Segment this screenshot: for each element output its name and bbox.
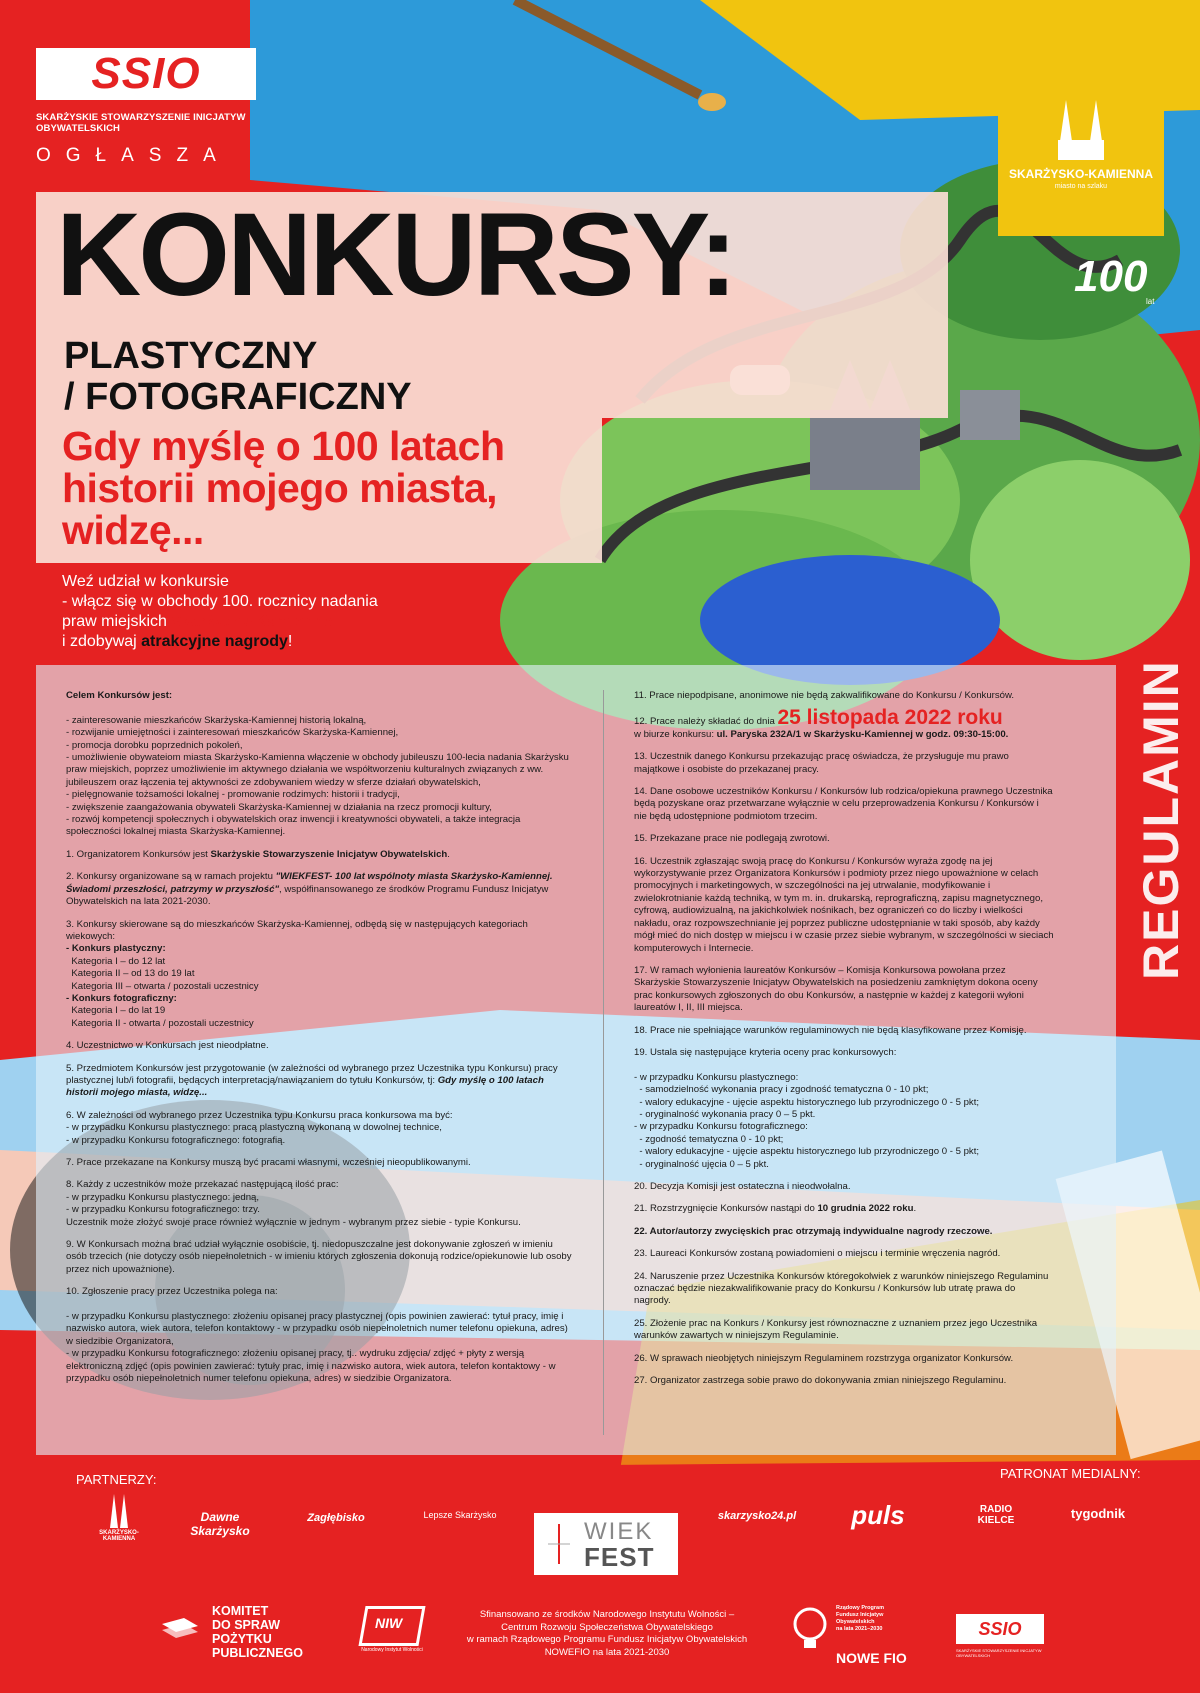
regulation-left-column [66, 690, 576, 1396]
building [810, 410, 920, 490]
goals-title: Celem Konkursów jest: [66, 690, 173, 701]
partners-label: PARTNERZY: [76, 1472, 157, 1487]
wiekfest-top: WIEK [584, 1518, 654, 1545]
ssio-footer-sub: SKARŻYSKIE STOWARZYSZENIE INICJATYW OBYWATELSKICH [956, 1648, 1042, 1658]
goal-item: - pielęgnowanie tożsamości lokalnej - promowanie rodzimych: historii i tradycji, [66, 789, 400, 801]
regulation-right-column [634, 690, 1054, 1397]
rule-7: 7. Prace przekazane na Konkursy muszą być pracami własnymi, wcześniej nieopublikowanymi. [66, 1157, 471, 1168]
rule-15: 15. Przekazane prace nie podlegają zwrotowi. [634, 833, 830, 845]
slogan-line-2: historii mojego miasta, [62, 465, 498, 511]
intro-line: Weź udział w konkursie [62, 573, 229, 590]
rule-25: 25. Złożenie prac na Konkurs / Konkursy jest równoznaczne z uznaniem przez jego Uczestnika warunków zawartych w niniejszym Regulaminie. [634, 1317, 1038, 1342]
city-logo-name: SKARŻYSKO-KAMIENNA [1009, 167, 1153, 181]
intro-line: praw miejskich Skarżysku-Kamiennej [62, 613, 337, 630]
goal-item: - rozwój kompetencji społecznych i obywatelskich oraz inwencji i kreatywności obywateli, a także integracja społeczności lokalnej miasta Skarżyska-Kamiennej. [66, 814, 521, 838]
wiekfest-bottom: FEST [584, 1542, 655, 1572]
goal-item: - promocja dorobku poprzednich pokoleń, [66, 739, 243, 751]
ssio-logo [36, 48, 256, 100]
hill [970, 460, 1190, 660]
partner-logo-lepsze: Lepsze Skarżysko [423, 1510, 497, 1520]
komitet-flag-icon [160, 1616, 200, 1640]
city-logo [998, 40, 1164, 236]
goal-item: - zainteresowanie mieszkańców Skarżyska-Kamiennej historią lokalną, [66, 714, 367, 726]
regulamin-label: REGULAMIN [1133, 659, 1189, 980]
komitet-logo: KOMITET DO SPRAW POŻYTKU PUBLICZNEGO [212, 1604, 303, 1660]
rule-11: 11. Prace niepodpisane, anonimowe nie będą zakwalifikowane do Konkursu / Konkursów. [634, 690, 1015, 701]
rule-10: 10. Zgłoszenie pracy przez Uczestnika polega na: - w przypadku Konkursu plastycznego: złożeniu opisanej pracy plastycznej (opis powinien zawierać: tytuł pracy, imię i nazwisko autora, wiek autora, telefon kontaktowy - w przypadku osób niepełnoletnich numer telefonu opiekuna, adres) w siedzibie Organizatora, - w przypadku Konkursu fotograficznego: złożeniu opisanej pracy, tj.. wydruku zdjęcia/ zdjęć + płyty z wersją elektroniczną zdjęć (opis powinien zawierać: tytuły prac, imię i nazwisko autora, wiek autora, telefon kontaktowy - w przypadku osób niepełnoletnich numer telefonu opiekuna, adres) w siedzibie Organizatora. [66, 1286, 568, 1385]
rule-24: 24. Naruszenie przez Uczestnika Konkursów któregokolwiek z warunków niniejszego Regulaminu oznaczać będzie niezakwalifikowanie pracy do Konkursu / Konkursów lub utratę prawa do nagrody. [634, 1270, 1049, 1307]
rule-4: 4. Uczestnictwo w Konkursach jest nieodpłatne. [66, 1040, 269, 1052]
rule-21: 21. Rozstrzygnięcie Konkursów nastąpi do 10 grudnia 2022 roku. [634, 1203, 917, 1215]
goal-item: - zwiększenie zaangażowania obywateli Skarżyska-Kamiennej w działania na rzecz promocji kultury, [66, 801, 492, 813]
title-line-2: / FOTOGRAFICZNY [64, 376, 412, 418]
city-church-icon [104, 1490, 134, 1528]
nowefio-label: NOWE FIO [836, 1650, 907, 1666]
media-logo-radio-kielce: RADIO KIELCE [977, 1504, 1015, 1526]
media-logo-tygodnik: tygodnik [1070, 1506, 1126, 1521]
rule-18: 18. Prace nie spełniające warunków regulaminowych nie będą klasyfikowane przez Komisję. [634, 1024, 1027, 1036]
deadline-date: 25 listopada 2022 roku [777, 706, 1003, 730]
goal-item: - umożliwienie obywateiom miasta Skarżysko-Kamienna włączenie w obchody jubileuszu 100-lecia nadania Skarżysku praw miejskich, poprzez umożliwienie im aktywnego działania we współtworzeniu kulturalnych związanych z ww. jubileuszem oraz łączenia tej aktywności ze zdobywaniem wiedzy w sferze działań obywatelskich, [66, 752, 569, 788]
ssio-logo-text: SSIO [91, 49, 201, 98]
rule-20: 20. Decyzja Komisji jest ostateczna i nieodwołalna. [634, 1181, 851, 1192]
slogan-line-3: widzę... [62, 507, 204, 553]
anniversary-number: 100 [1074, 252, 1148, 301]
rule-6: 6. W zależności od wybranego przez Uczestnika typu Konkursu praca konkursowa ma być: - w przypadku Konkursu plastycznego: pracą plastyczną wykonaną w dowolnej technice, - w przypadku Konkursu fotograficznego: fotografią. [66, 1109, 453, 1146]
media-logo-skarzysko24: skarzysko24.pl [717, 1510, 797, 1522]
rule-3: 3. Konkursy skierowane są do mieszkańców Skarżyska-Kamiennej, odbędą się w następujących kategoriach wiekowych: - Konkurs plastyczny: Kategoria I – do 12 lat Kategoria II – od 13 do 19 lat Kategoria III – otwarta / pozostali uczestnicy - Konkurs fotograficzny: Kategoria I – do lat 19 Kategoria II - otwarta / pozostali uczestnicy [66, 918, 528, 1029]
title-line-1: PLASTYCZNY [64, 335, 318, 377]
funding-info: Sfinansowano ze środków Narodowego Instytutu Wolności – Centrum Rozwoju Społeczeństwa Obywatelskiego w ramach Rządowego Programu Fundusz Inicjatyw Obywatelskich NOWEFIO na lata 2021-2030 [466, 1609, 748, 1658]
city-logo-tagline: miasto na szlaku [1054, 183, 1108, 190]
ssio-footer-logo: SSIO [956, 1614, 1044, 1644]
goal-item: - rozwijanie umiejętności i zainteresowań mieszkańców Skarżyska-Kamiennej, [66, 727, 399, 739]
intro-line: - włącz się w obchody 100. rocznicy nadania [62, 593, 378, 610]
anniversary-suffix: lat [1146, 297, 1155, 306]
brush-tip [698, 93, 726, 111]
wiekfest-mark-icon [544, 1520, 574, 1568]
rule-9: 9. W Konkursach można brać udział wyłącznie osobiście, tj. niedopuszczalne jest dokonywanie zgłoszeń w imieniu osób trzecich (nie dotyczy osób niepełnoletnich - w imieniu których zgłoszenia dokonują rodzice/opiekunowie lub osoby przez nich upoważnione). [66, 1239, 572, 1275]
rule-26: 26. W sprawach nieobjętych niniejszym Regulaminem rozstrzyga organizator Konkursów. [634, 1352, 1014, 1364]
media-label: PATRONAT MEDIALNY: [1000, 1466, 1141, 1481]
building [960, 390, 1020, 440]
partner-logo-dawne: Dawne Skarżysko [190, 1510, 250, 1538]
rule-12: 12. Prace należy składać do dnia 25 listopada 2022 roku w biurze konkursu: ul. Paryska 232A/1 w Skarżysku-Kamiennej w godz. 09:30-15:00. [634, 706, 1009, 740]
rule-5: 5. Przedmiotem Konkursów jest przygotowanie (w zależności od wybranego przez Uczestnika typu Konkursu) pracy plastycznej lub/i fotografii, będących interpretacją/nawiązaniem do tytułu Konkursów, tj: Gdy myślę o 100 latach historii mojego miasta, widzę... [66, 1062, 558, 1099]
org-name: SKARŻYSKIE STOWARZYSZENIE INICJATYW OBYWATELSKICH [36, 112, 246, 134]
niw-logo: NIW [375, 1615, 403, 1631]
rule-19: 19. Ustala się następujące kryteria oceny prac konkursowych: - w przypadku Konkursu plastycznego: - samodzielność wykonania pracy i zgodność tematyczna 0 - 10 pkt; - walory edukacyjne - ujęcie aspektu historycznego lub przyrodniczego 0 - 5 pkt; - oryginalność wykonania pracy 0 – 5 pkt. - w przypadku Konkursu fotograficznego: - zgodność tematyczna 0 - 10 pkt; - walory edukacyjne - ujęcie aspektu historycznego lub przyrodniczego 0 - 5 pkt; - oryginalność ujęcia 0 – 5 pkt. [634, 1046, 980, 1170]
niw-sub: Narodowy Instytut Wolności [361, 1647, 423, 1653]
media-logo-puls: puls [851, 1500, 905, 1530]
rule-8: 8. Każdy z uczestników może przekazać następującą ilość prac: - w przypadku Konkursu plastycznego: jedną, - w przypadku Konkursu fotograficznego: trzy. Uczestnik może złożyć swoje prace również wyłącznie w jednym - wybranym przez siebie - typie Konkursu. [66, 1179, 521, 1228]
rule-27: 27. Organizator zastrzega sobie prawo do dokonywania zmian niniejszego Regulaminu. [634, 1375, 1007, 1387]
announces-label: OGŁASZA [36, 145, 231, 166]
rule-22: 22. Autor/autorzy zwycięskich prac otrzymają indywidualne nagrody rzeczowe. [634, 1225, 993, 1237]
rule-2: 2. Konkursy organizowane są w ramach projektu "WIEKFEST- 100 lat wspólnoty miasta Skarżysko-Kamiennej. Świadomi przeszłości, patrzymy w przyszłość", współfinansowanego ze środków Programu Fundusz Inicjatyw Obywatelskich na lata 2021-2030. [66, 871, 553, 908]
fio-small: Rządowy Program Fundusz Inicjatyw Obywatelskich na lata 2021–2030 [836, 1605, 884, 1632]
rule-14: 14. Dane osobowe uczestników Konkursu / Konkursów lub rodzica/opiekuna prawnego Uczestnika będą pozyskane oraz przetwarzane wyłącznie w celu przeprowadzenia Konkursu / Konkursów i nie będą udostępnione podmiotom trzecim. [634, 786, 1053, 822]
column-divider [603, 690, 604, 1435]
rule-23: 23. Laureaci Konkursów zostaną powiadomieni o miejscu i terminie wręczenia nagród. [634, 1248, 1001, 1260]
rule-1: 1. Organizatorem Konkursów jest Skarżyskie Stowarzyszenie Inicjatyw Obywatelskich. [66, 848, 450, 860]
slogan-line-1: Gdy myślę o 100 latach [62, 423, 505, 469]
church-logo-icon [998, 40, 1164, 165]
intro-line: i zdobywaj atrakcyjne nagrody! [62, 633, 293, 650]
partner-logo-city: SKARŻYSKO-KAMIENNA [99, 1530, 139, 1542]
rule-17: 17. W ramach wyłonienia laureatów Konkursów – Komisja Konkursowa powołana przez Skarżyskie Stowarzyszenie Inicjatyw Obywatelskich na posiedzeniu zamkniętym dokona oceny prac konkursowych zgłoszonych do obu Konkursów, a następnie w każdej z kategorii wyłoni laureatów I, II, III miejsca. [634, 964, 1038, 1014]
nowefio-bulb-icon [792, 1606, 828, 1654]
main-title: KONKURSY: [56, 189, 735, 321]
rule-16: 16. Uczestnik zgłaszając swoją pracę do Konkursu / Konkursów wyraża zgodę na jej wykorzystywanie przez Organizatora Konkursów i podmioty przez niego upoważnione w celach promocyjnych i marketingowych, w szczególności na jej utrwalanie, modyfikowanie i zwielokrotnianie każdą techniką, w tym m. in. drukarską, reprograficzną, zapisu magnetycznego, cyfrową, audiowizualną, na jakichkolwiek nośnikach, bez ograniczeń co do liczby i wielkości nakładu, oraz rozpowszechnianie jej poprzez publiczne udostępnianie w taki sposób, aby każdy mógł mieć do nich dostęp w miejscu i w czasie przez siebie wybranym, w szczególności w sieciach komputerowych i Internecie. [634, 855, 1054, 954]
intro-text [62, 572, 522, 652]
rule-13: 13. Uczestnik danego Konkursu przekazując pracę oświadcza, że przysługuje mu prawo majątkowe i osobiste do przekazanej pracy. [634, 751, 1009, 775]
partner-logo-zaglebisko: Zagłębisko [307, 1512, 365, 1524]
